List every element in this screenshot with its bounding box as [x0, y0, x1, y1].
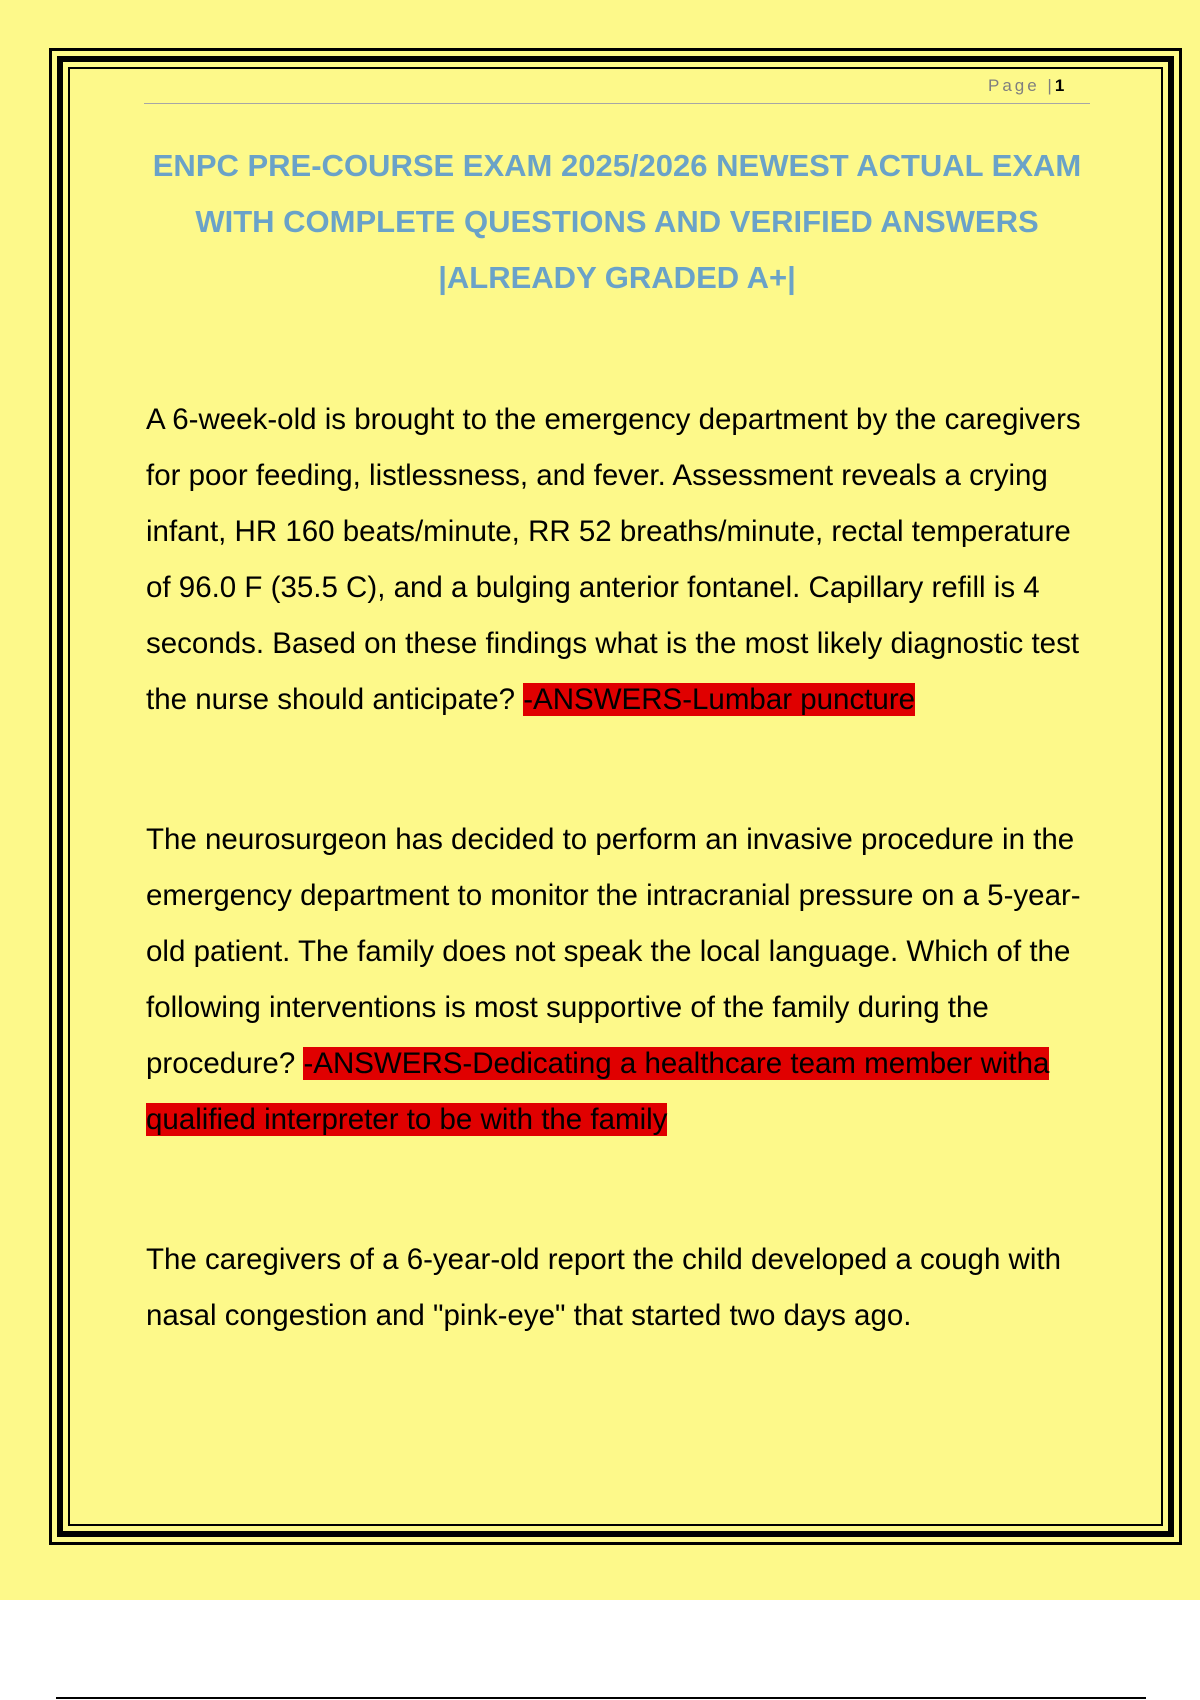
question-item [146, 392, 1096, 728]
header-divider [144, 103, 1090, 104]
question-text: The neurosurgeon has decided to perform an invasive procedure in the emergency department to monitor the intracranial pressure on a 5-year-old patient. The family does not speak the local language. Which of the following interventions is most supportive of the family during the procedure? [146, 823, 1081, 1080]
document-title: ENPC PRE-COURSE EXAM 2025/2026 NEWEST ACTUAL EXAM WITH COMPLETE QUESTIONS AND VERIFIED ANSWERS |ALREADY GRADED A+| [152, 148, 1082, 295]
page-number-header [988, 76, 1064, 96]
question-item [146, 1232, 1096, 1344]
question-list [146, 392, 1096, 1344]
answer-highlight: -ANSWERS-Lumbar puncture [523, 683, 916, 716]
page-label: Page | [988, 76, 1055, 95]
page-number: 1 [1054, 76, 1065, 95]
question-text: A 6-week-old is brought to the emergency department by the caregivers for poor feeding, listlessness, and fever. Assessment reveals a crying infant, HR 160 beats/minute, RR 52 breaths/minute, rectal temperature of 96.0 F (35.5 C), and a bulging anterior fontanel. Capillary refill is 4 seconds. Based on these findings what is the most likely diagnostic test the nurse should anticipate? [146, 403, 1081, 716]
answer-highlight: -ANSWERS-Dedicating a healthcare team member witha qualified interpreter to be with the family [146, 1047, 1050, 1136]
question-text: The caregivers of a 6-year-old report the child developed a cough with nasal congestion and "pink-eye" that started two days ago. [146, 1243, 1062, 1332]
footer-rule [56, 1697, 1146, 1699]
question-item [146, 812, 1096, 1148]
